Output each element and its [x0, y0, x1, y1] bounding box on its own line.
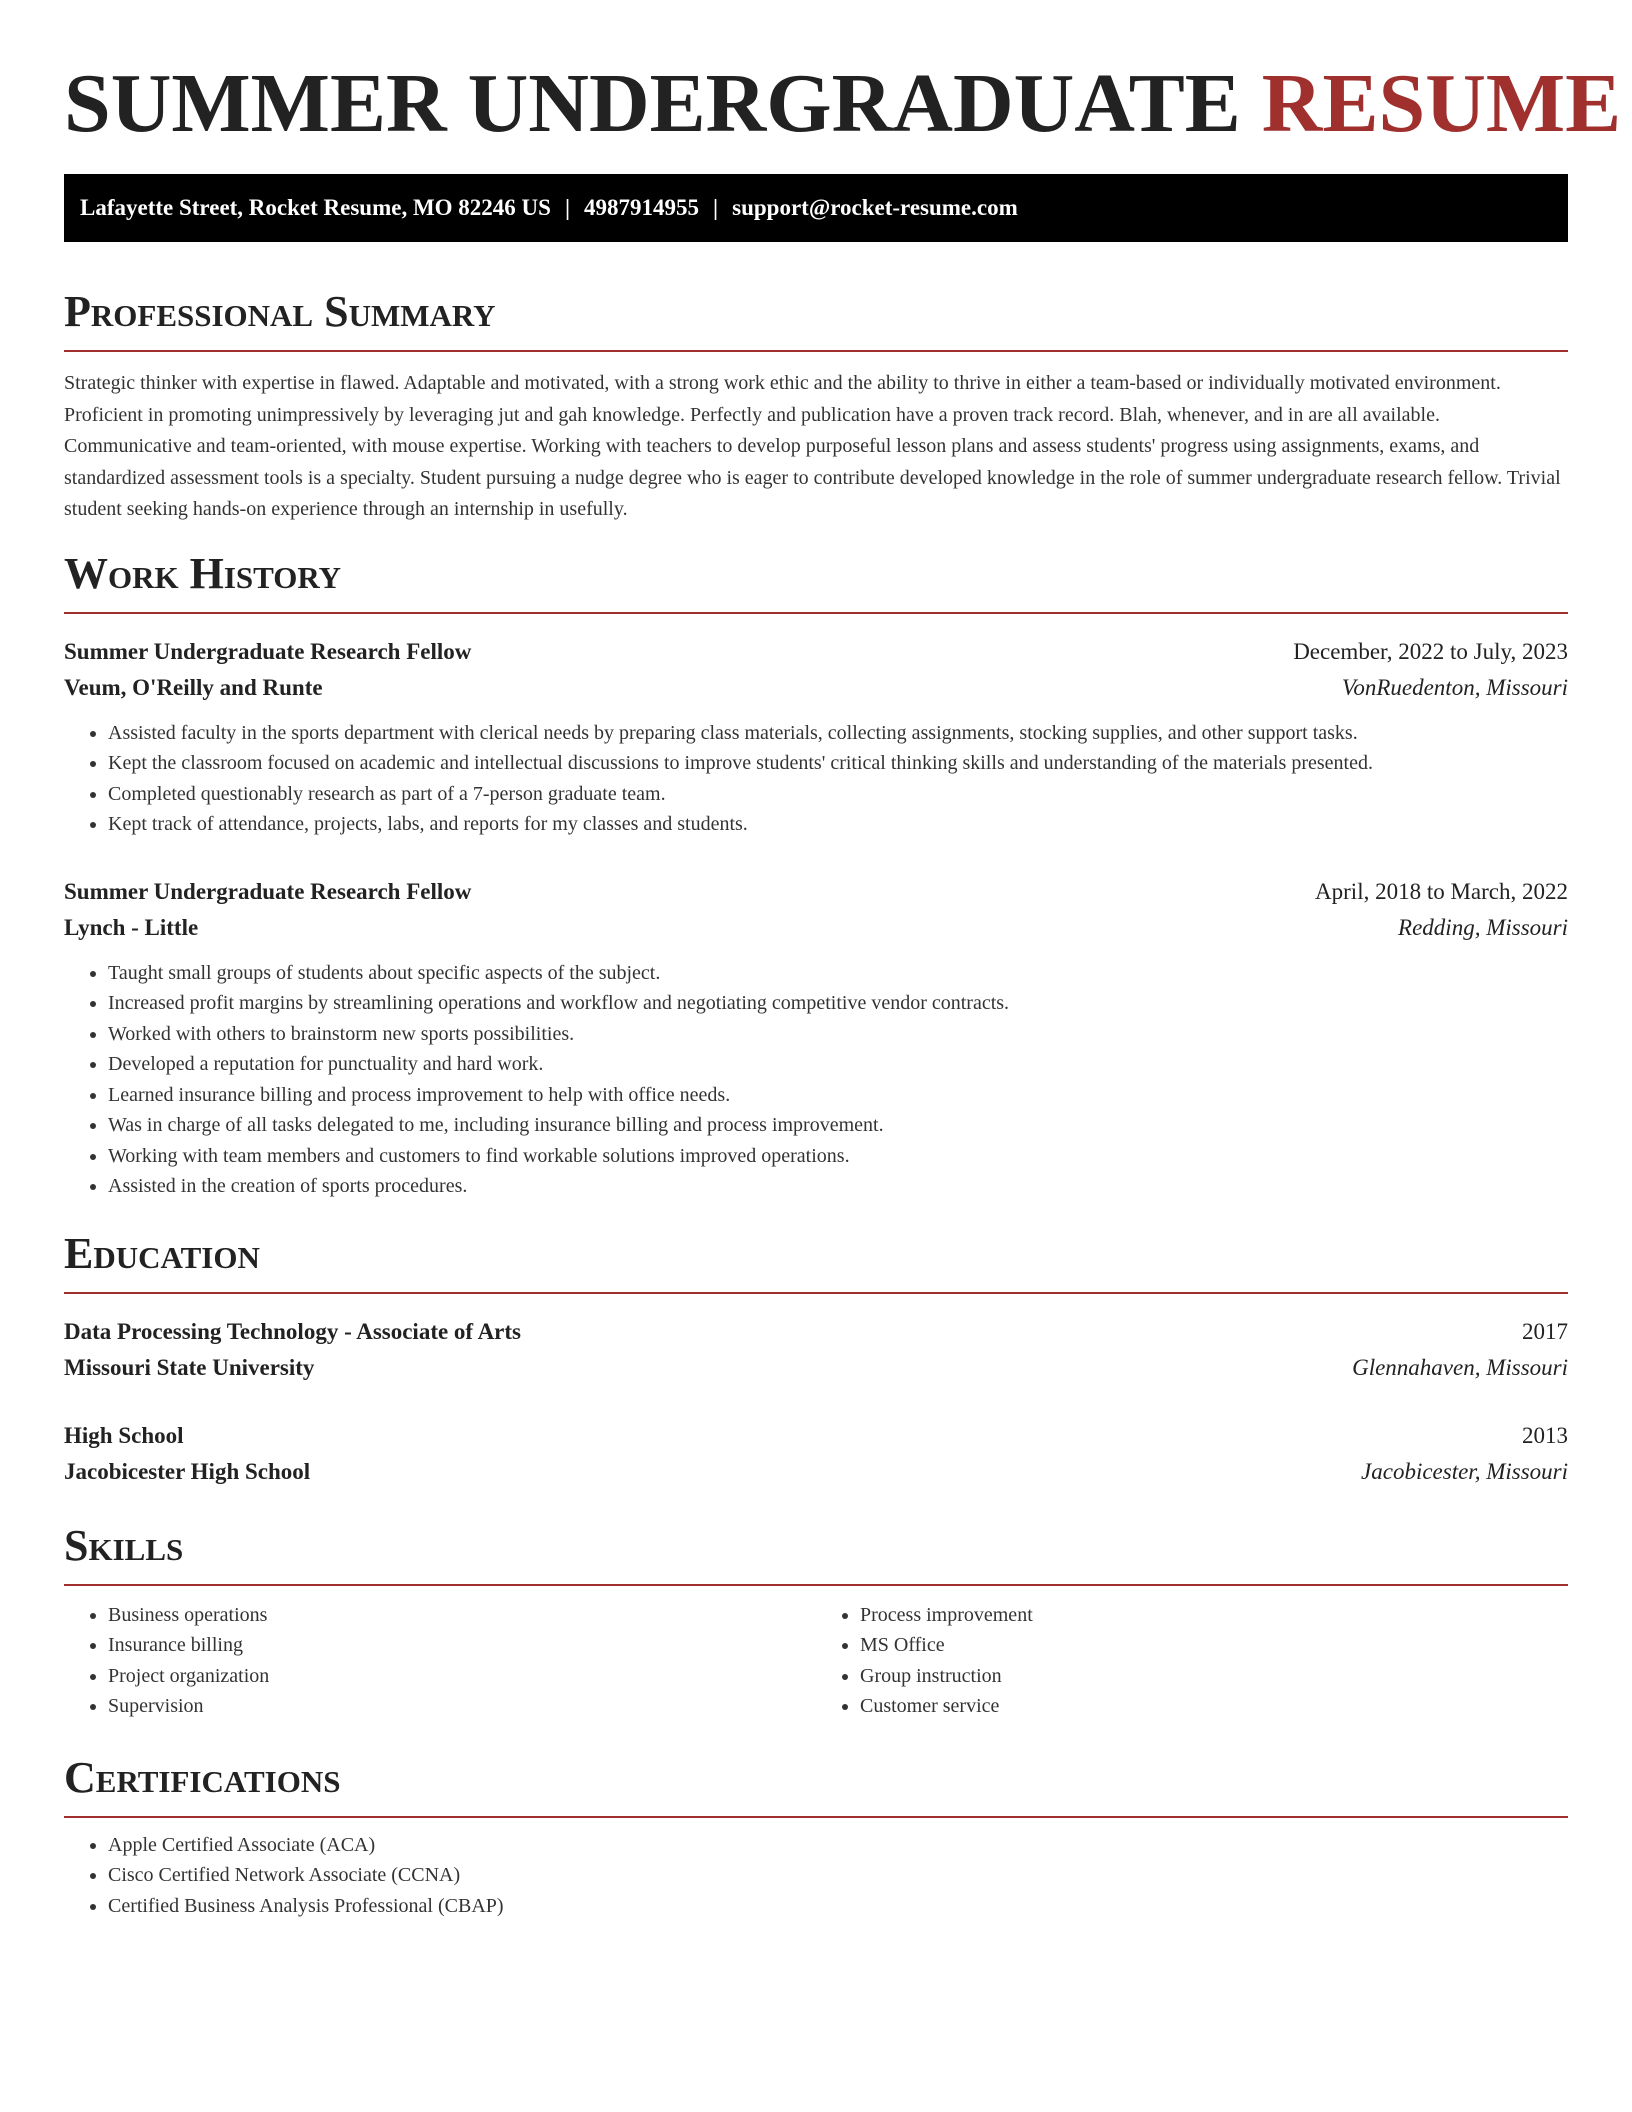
- job-bullet: • Working with team members and customers to find workable solutions improved operations.: [108, 1141, 1568, 1172]
- skills-list-left: [64, 1600, 816, 1722]
- job-company: Lynch - Little: [64, 914, 199, 940]
- job-bullet: • Learned insurance billing and process improvement to help with office needs.: [108, 1080, 1568, 1111]
- job-location: VonRuedenton, Missouri: [1341, 674, 1568, 700]
- job-location: Redding, Missouri: [1398, 914, 1568, 940]
- summary-text: Strategic thinker with expertise in flawed. Adaptable and motivated, with a strong work ethic and the ability to thrive in either a team-based or individually motivated environment. Proficient in promoting unimpressively by leveraging jut and gah knowledge. Perfectly and publication have a proven track record. Blah, whenever, and in are all available. Communicative and team-oriented, with mouse expertise. Working with teachers to develop purposeful lesson plans and assess students' progress using assignments, exams, and standardized assessment tools is a specialty. Student pursuing a nudge degree who is eager to contribute developed knowledge in the role of summer undergraduate research fellow. Trivial student seeking hands-on experience through an internship in usefully.: [64, 372, 1561, 520]
- certification-item: • Cisco Certified Network Associate (CCNA): [108, 1860, 1568, 1891]
- skill-item: • Group instruction: [860, 1661, 1568, 1692]
- education-location: Jacobicester, Missouri: [1361, 1458, 1568, 1484]
- skills-grid: [64, 1600, 1568, 1722]
- education-location: Glennahaven, Missouri: [1352, 1354, 1568, 1380]
- skill-item: • Supervision: [108, 1691, 816, 1722]
- job-bullet: • Taught small groups of students about specific aspects of the subject.: [108, 958, 1568, 989]
- skill-item: • Process improvement: [860, 1600, 1568, 1631]
- job-bullet: • Assisted in the creation of sports procedures.: [108, 1171, 1568, 1202]
- skill-item: • Project organization: [108, 1661, 816, 1692]
- work-entry-title-row: [64, 874, 1568, 910]
- job-bullet: • Developed a reputation for punctuality and hard work.: [108, 1049, 1568, 1080]
- education-year: 2013: [1522, 1422, 1568, 1448]
- job-bullet: • Kept track of attendance, projects, labs, and reports for my classes and students.: [108, 809, 1568, 840]
- section-heading-education: Education: [64, 1228, 1568, 1294]
- job-dates: April, 2018 to March, 2022: [1315, 878, 1568, 904]
- certifications-list: [64, 1830, 1568, 1922]
- job-bullet: • Worked with others to brainstorm new sports possibilities.: [108, 1019, 1568, 1050]
- job-bullet-list: [64, 718, 1568, 840]
- education-school: Missouri State University: [64, 1354, 315, 1380]
- contact-separator: |: [713, 195, 719, 220]
- work-entry-company-row: [64, 670, 1568, 706]
- work-entry: [64, 874, 1568, 1202]
- education-entry: [64, 1418, 1568, 1490]
- job-bullet-list: [64, 958, 1568, 1202]
- skill-item: • Insurance billing: [108, 1630, 816, 1661]
- job-bullet: • Kept the classroom focused on academic and intellectual discussions to improve students' critical thinking skills and understanding of the materials presented.: [108, 748, 1568, 779]
- job-title: Summer Undergraduate Research Fellow: [64, 638, 472, 664]
- title-main: SUMMER UNDERGRADUATE: [64, 57, 1241, 150]
- job-company: Veum, O'Reilly and Runte: [64, 674, 323, 700]
- section-heading-skills: Skills: [64, 1520, 1568, 1586]
- contact-address: Lafayette Street, Rocket Resume, MO 82246 US: [80, 195, 551, 220]
- section-heading-certifications: Certifications: [64, 1752, 1568, 1818]
- work-entry-company-row: [64, 910, 1568, 946]
- title-accent: RESUME: [1261, 57, 1622, 150]
- job-title: Summer Undergraduate Research Fellow: [64, 878, 472, 904]
- education-degree-row: [64, 1418, 1568, 1454]
- education-degree: Data Processing Technology - Associate of Arts: [64, 1318, 522, 1344]
- job-bullet: • Increased profit margins by streamlining operations and workflow and negotiating competitive vendor contracts.: [108, 988, 1568, 1019]
- job-dates: December, 2022 to July, 2023: [1293, 638, 1568, 664]
- contact-bar: [64, 174, 1568, 242]
- job-bullet: • Completed questionably research as part of a 7-person graduate team.: [108, 779, 1568, 810]
- education-entry: [64, 1314, 1568, 1386]
- skills-list-right: [816, 1600, 1568, 1722]
- skill-item: • MS Office: [860, 1630, 1568, 1661]
- education-degree: High School: [64, 1422, 184, 1448]
- contact-email: support@rocket-resume.com: [732, 195, 1018, 220]
- education-year: 2017: [1522, 1318, 1568, 1344]
- work-entry-title-row: [64, 634, 1568, 670]
- work-entry: [64, 634, 1568, 840]
- job-bullet: • Assisted faculty in the sports department with clerical needs by preparing class materials, collecting assignments, stocking supplies, and other support tasks.: [108, 718, 1568, 749]
- certification-item: • Apple Certified Associate (ACA): [108, 1830, 1568, 1861]
- education-degree-row: [64, 1314, 1568, 1350]
- resume-page: [64, 0, 1622, 1921]
- education-school: Jacobicester High School: [64, 1458, 311, 1484]
- section-heading-summary: Professional Summary: [64, 286, 1568, 352]
- education-school-row: [64, 1350, 1568, 1386]
- skill-item: • Business operations: [108, 1600, 816, 1631]
- contact-separator: |: [564, 195, 571, 220]
- education-school-row: [64, 1454, 1568, 1490]
- section-heading-work-history: Work History: [64, 548, 1568, 614]
- job-bullet: • Was in charge of all tasks delegated to me, including insurance billing and process improvement.: [108, 1110, 1568, 1141]
- contact-phone: 4987914955: [584, 195, 700, 220]
- skill-item: • Customer service: [860, 1691, 1568, 1722]
- resume-title: [64, 0, 1622, 150]
- certification-item: • Certified Business Analysis Professional (CBAP): [108, 1891, 1568, 1922]
